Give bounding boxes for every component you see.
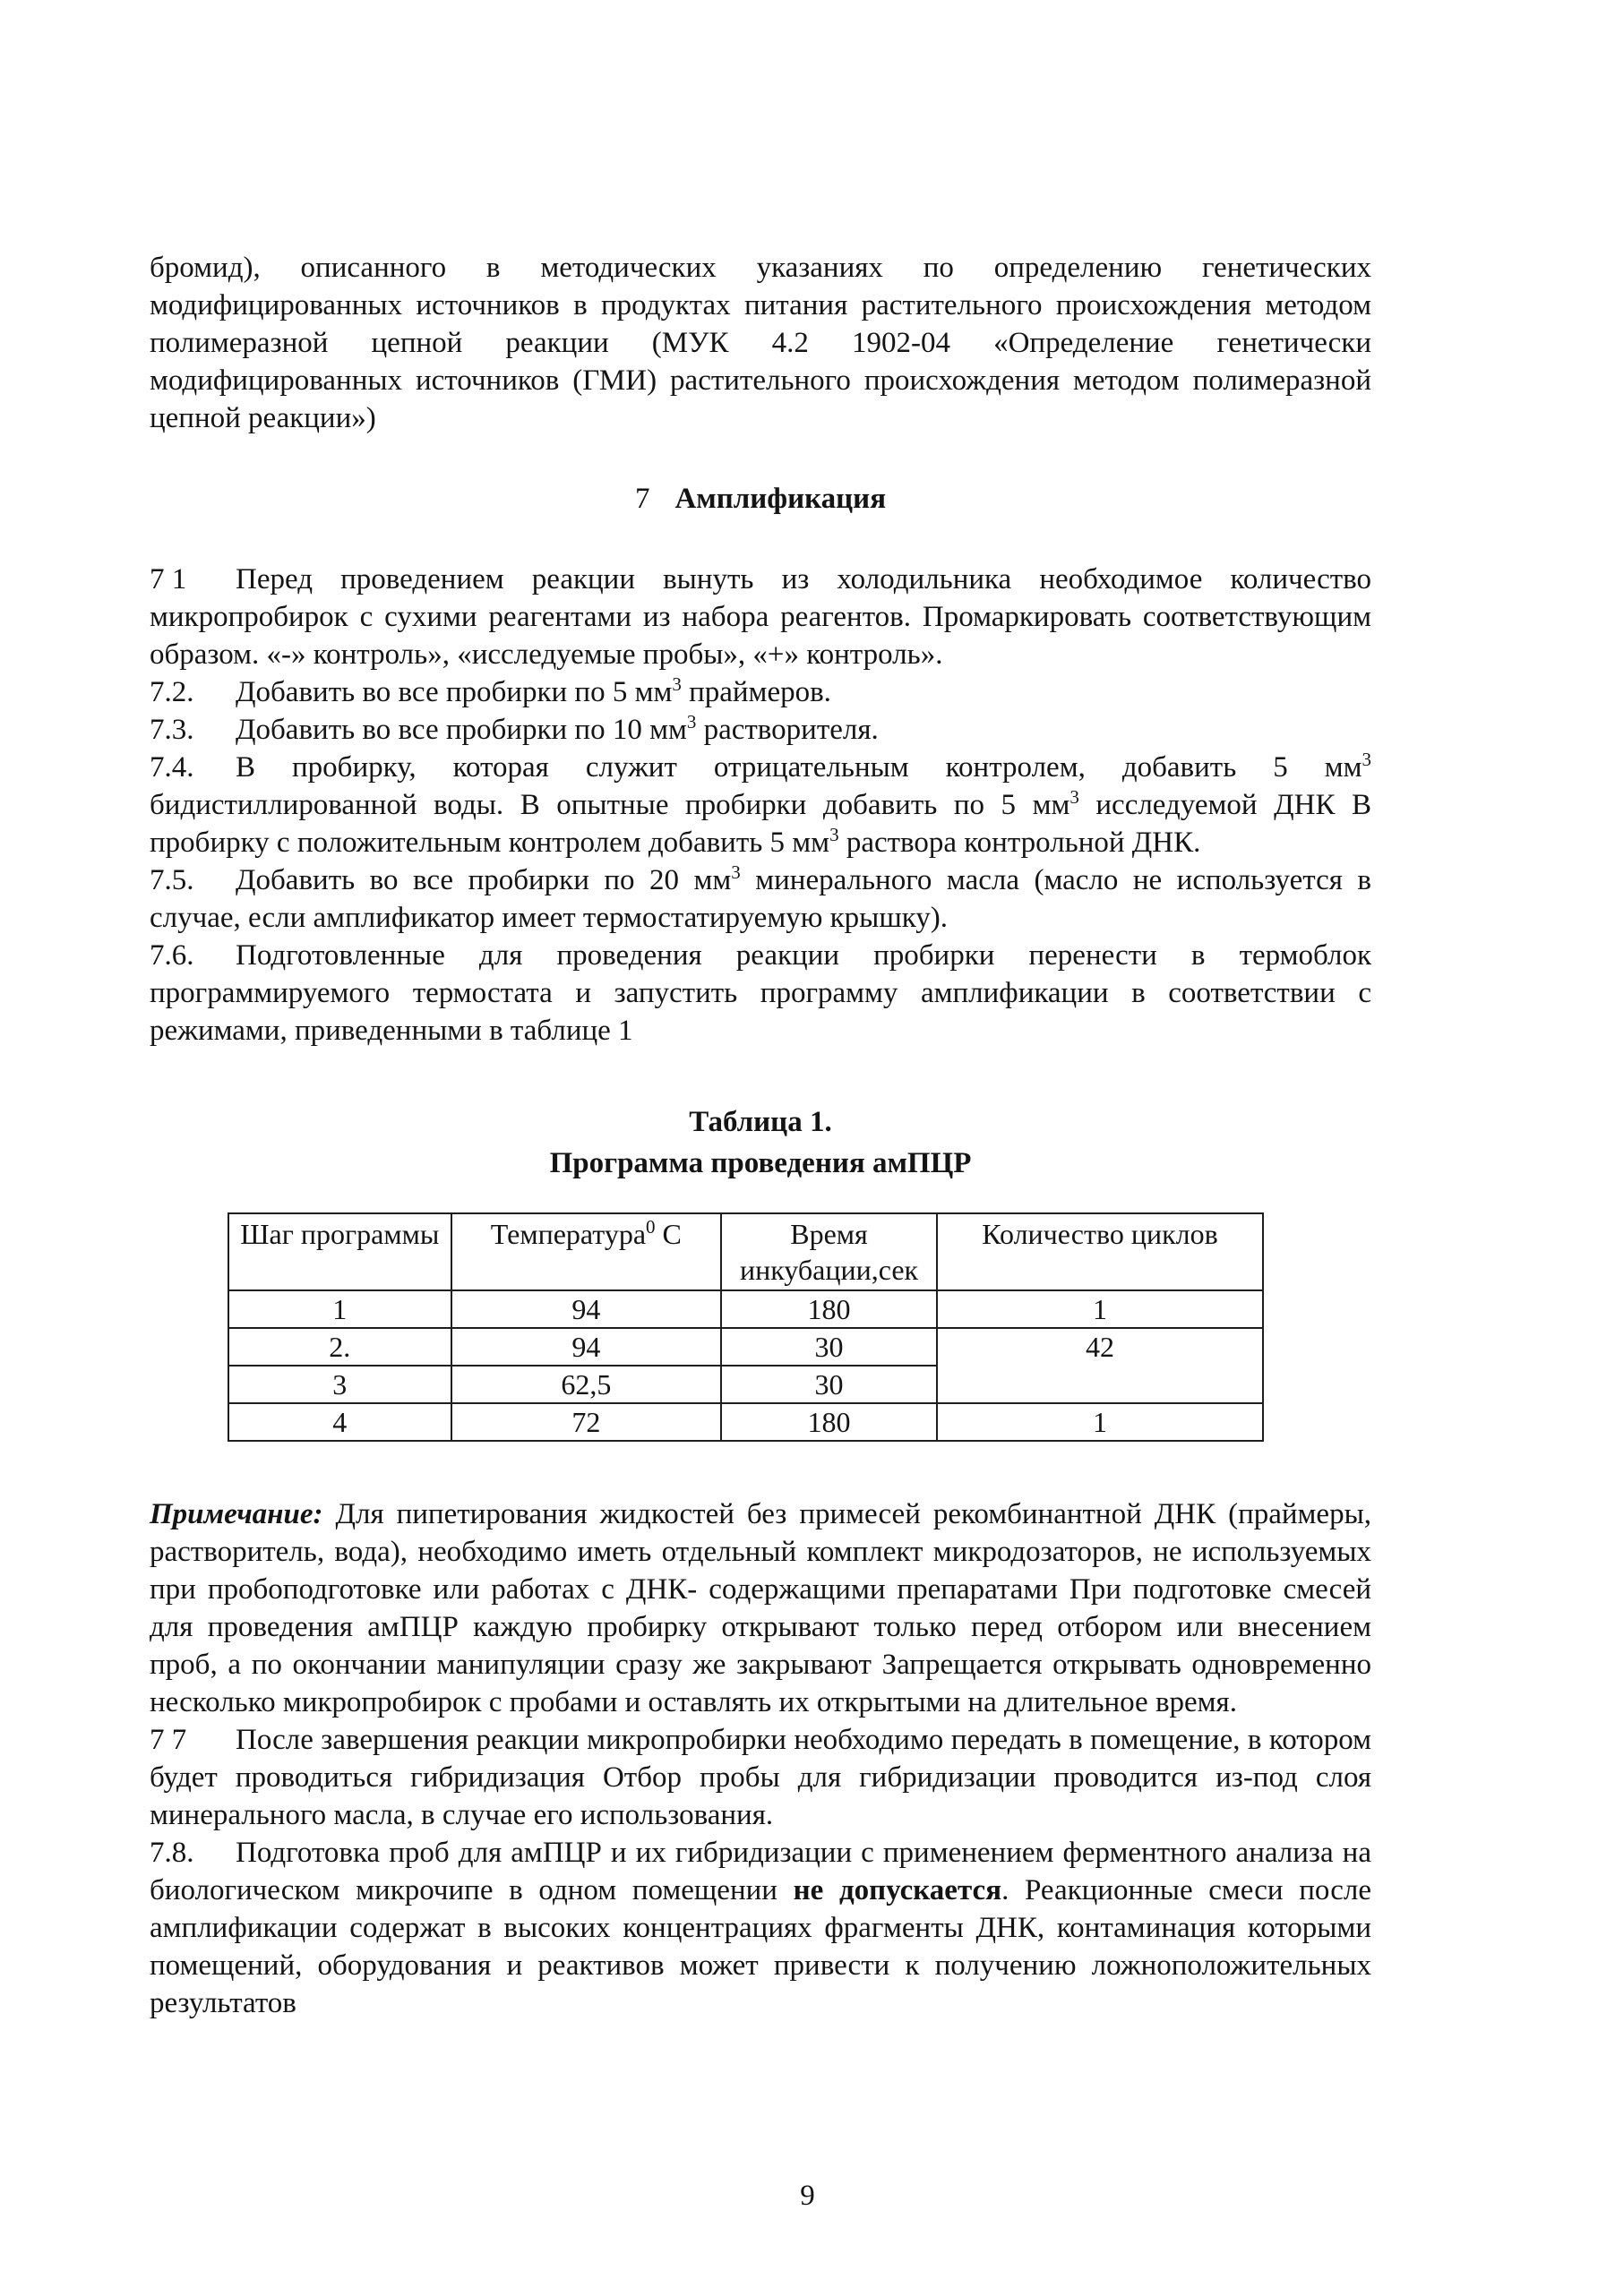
item-number: 7 1 bbox=[150, 563, 187, 595]
item-text: Подготовка проб для амПЦР и их гибридизации с применением ферментного анализа на биологическом микрочипе в одном помещении bbox=[150, 1837, 1371, 1906]
item-number: 7.3. bbox=[150, 714, 194, 746]
list-item-7-6 bbox=[150, 937, 1371, 1049]
cell-step: 4 bbox=[228, 1403, 451, 1441]
item-text: Добавить во все пробирки по 20 мм bbox=[236, 864, 732, 896]
cell-temperature: 72 bbox=[451, 1403, 721, 1441]
cell-time: 180 bbox=[721, 1403, 937, 1441]
table-caption: Таблица 1. bbox=[689, 1106, 832, 1138]
item-text: Добавить во все пробирки по 10 мм bbox=[236, 714, 687, 746]
item-text: . Реакционные смеси после амплификации содержат в высоких концентрациях фрагменты ДНК, контаминация которыми помещений, оборудования и реактивов может привести к получению ложноположительных результатов bbox=[150, 1874, 1371, 2019]
cell-step: 2. bbox=[228, 1328, 451, 1366]
page-body bbox=[150, 249, 1371, 2022]
list-item-7-2 bbox=[150, 673, 1371, 711]
page-number: 9 bbox=[800, 2180, 815, 2212]
header-time: Время инкубации,сек bbox=[721, 1213, 937, 1290]
item-text: праймеров. bbox=[681, 676, 831, 708]
item-text: Перед проведением реакции вынуть из холодильника необходимое количество микропробирок с сухими реагентами из набора реагентов. Промаркировать соответствующим образом. «-» контроль», «исследуемые пробы», «+» контроль». bbox=[150, 563, 1371, 671]
superscript: 3 bbox=[686, 711, 697, 732]
superscript: 3 bbox=[1070, 786, 1079, 808]
item-text: Добавить во все пробирки по 5 мм bbox=[236, 676, 673, 708]
cell-time: 30 bbox=[721, 1328, 937, 1366]
item-text: растворителя. bbox=[696, 714, 879, 746]
item-text: бидистиллированной воды. В опытные пробирки добавить по 5 мм bbox=[150, 789, 1070, 821]
item-text: После завершения реакции микропробирки необходимо передать в помещение, в котором будет проводиться гибридизация Отбор пробы для гибридизации проводится из-под слоя минерального масла, в случае его использования. bbox=[150, 1724, 1371, 1831]
header-step: Шаг программы bbox=[228, 1213, 451, 1290]
table-caption-block bbox=[150, 1101, 1371, 1184]
item-text: Подготовленные для проведения реакции пробирки перенести в термоблок программируемого термостата и запустить программу амплификации в соответствии с режимами, приведенными в таблице 1 bbox=[150, 939, 1371, 1047]
cell-step: 3 bbox=[228, 1366, 451, 1403]
item-number: 7.8. bbox=[150, 1837, 194, 1869]
table-row bbox=[228, 1403, 1263, 1441]
item-number: 7.4. bbox=[150, 751, 194, 784]
note-label: Примечание: bbox=[150, 1498, 323, 1530]
table-title: Программа проведения амПЦР bbox=[549, 1147, 972, 1179]
cell-time: 180 bbox=[721, 1290, 937, 1328]
header-temperature bbox=[451, 1213, 721, 1290]
superscript: 3 bbox=[672, 673, 682, 695]
cell-temperature: 62,5 bbox=[451, 1366, 721, 1403]
cell-cycles: 1 bbox=[937, 1290, 1263, 1328]
item-number: 7 7 bbox=[150, 1724, 187, 1756]
section-title: Амплификация bbox=[674, 483, 887, 515]
item-text: минерального масла (масло не используется в случае, если амплификатор имеет термостатируемую крышку). bbox=[150, 864, 1371, 934]
list-item-7-4 bbox=[150, 749, 1371, 861]
list-item-7-7 bbox=[150, 1721, 1371, 1834]
item-number: 7.2. bbox=[150, 676, 194, 708]
item-text-bold: не допускается bbox=[793, 1874, 1002, 1906]
section-number: 7 bbox=[634, 483, 650, 515]
header-cycles: Количество циклов bbox=[937, 1213, 1263, 1290]
cell-cycles: 1 bbox=[937, 1403, 1263, 1441]
section-heading bbox=[150, 480, 1371, 518]
cell-cycles: 42 bbox=[937, 1328, 1263, 1403]
superscript: 3 bbox=[829, 824, 839, 845]
cell-time: 30 bbox=[721, 1366, 937, 1403]
table-header-row bbox=[228, 1213, 1263, 1290]
item-text: раствора контрольной ДНК. bbox=[838, 827, 1201, 859]
cell-temperature: 94 bbox=[451, 1328, 721, 1366]
item-number: 7.6. bbox=[150, 939, 194, 972]
header-temperature-unit: С bbox=[655, 1218, 682, 1250]
note-text: Для пипетирования жидкостей без примесей рекомбинантной ДНК (праймеры, растворитель, вода), необходимо иметь отдельный комплект микродозаторов, не используемых при пробоподготовке или работах с ДНК- содержащими препаратами При подготовке смесей для проведения амПЦР каждую пробирку открывают только перед отбором или внесением проб, а по окончании манипуляции сразу же закрывают Запрещается открывать одновременно несколько микропробирок с пробами и оставлять их открытыми на длительное время. bbox=[150, 1498, 1371, 1718]
degree-superscript: 0 bbox=[646, 1216, 656, 1238]
cell-step: 1 bbox=[228, 1290, 451, 1328]
list-item-7-1 bbox=[150, 561, 1371, 673]
header-temperature-label: Температура bbox=[490, 1218, 647, 1250]
intro-paragraph: бромид), описанного в методических указаниях по определению генетических модифицированных источников в продуктах питания растительного происхождения методом полимеразной цепной реакции (МУК 4.2 1902-04 «Определение генетически модифицированных источников (ГМИ) растительного происхождения методом полимеразной цепной реакции») bbox=[150, 252, 1371, 434]
note-paragraph bbox=[150, 1495, 1371, 1721]
cell-temperature: 94 bbox=[451, 1290, 721, 1328]
list-item-7-5 bbox=[150, 861, 1371, 937]
amplification-program-table bbox=[228, 1212, 1264, 1442]
superscript: 3 bbox=[1362, 749, 1371, 770]
list-item-7-3 bbox=[150, 711, 1371, 749]
list-item-7-8 bbox=[150, 1834, 1371, 2022]
item-text: исследуемой ДНК В пробирку с положительным контролем добавить 5 мм bbox=[150, 789, 1372, 859]
table-row bbox=[228, 1290, 1263, 1328]
item-text: В пробирку, которая служит отрицательным контролем, добавить 5 мм bbox=[236, 751, 1362, 784]
table-row bbox=[228, 1328, 1263, 1366]
item-number: 7.5. bbox=[150, 864, 194, 896]
superscript: 3 bbox=[731, 861, 741, 883]
